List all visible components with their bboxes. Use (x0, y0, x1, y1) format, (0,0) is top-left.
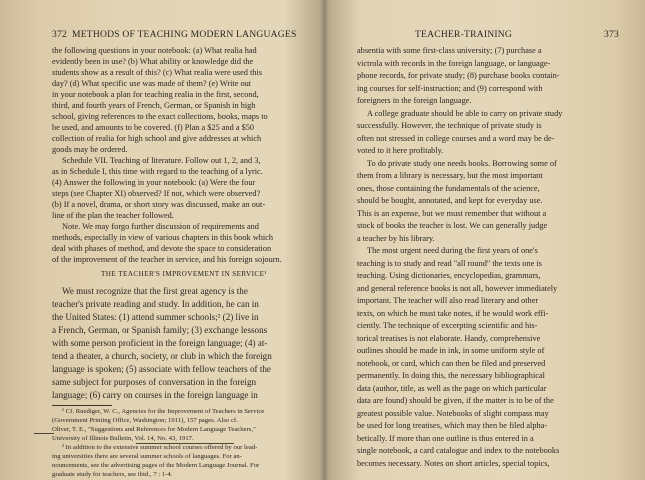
text-line: a French, German, or Spanish family; (3) exchange lessons (52, 325, 268, 335)
text-line: often not stressed in college courses and a word may be de- (357, 133, 555, 143)
text-line: methods, especially in view of various chapters in this book which (52, 233, 273, 242)
text-line: single notebook, a card catalogue and index to the notebooks (357, 446, 560, 455)
text-line: becomes necessary. Notes on short articles, special topics, (357, 458, 550, 468)
text-line: be used, and amounts to be covered. (f) Plan a $25 and a $50 (52, 123, 255, 132)
text-line: (b) If a novel, drama, or short story was discussed, make an out- (52, 200, 266, 209)
text-line: greatest possible value. Notebooks of slight compass may (357, 408, 549, 418)
text-line: phone records, for private study; (8) purchase books contain- (357, 71, 560, 80)
right-page-header (357, 29, 619, 41)
text-line: absentia with some first-class university; (7) purchase a (357, 46, 542, 55)
text-line: The most urgent need during the first years of one's (367, 246, 538, 255)
section-heading: THE TEACHER'S IMPROVEMENT IN SERVICE¹ (101, 270, 267, 278)
text-line: the United States: (1) attend summer schools;² (2) live in (52, 312, 259, 322)
text-line: data (author, title, as well as the page on which particular (357, 383, 547, 393)
text-line: deal with phases of method, and devote the space to consideration (52, 244, 272, 253)
text-line: Schedule VII. Teaching of literature. Follow out 1, 2, and 3, (62, 156, 261, 165)
text-line: teaching is to study and read "all round" the texts one is (357, 258, 542, 268)
text-line: betically. If more than one outline is thus entered in a (357, 433, 534, 443)
text-line: day? (d) What specific use was made of them? (e) Write out (52, 79, 252, 88)
text-line: teaching. Using dictionaries, encyclopedias, grammars, (357, 271, 541, 280)
text-line: be used for long treatises, which may then be filed alpha- (357, 421, 548, 430)
right-page (357, 0, 619, 480)
text-line: We must recognize that the first great agency is the (62, 286, 248, 296)
left-page-number: 372 (52, 29, 67, 40)
footnote-line: ¹ Cf. Ruediger, W. C., Agencies for the Improvement of Teachers in Service (62, 408, 265, 415)
text-line: and general reference books is not all, however immediately (357, 283, 558, 293)
text-line: torical treatises is not elaborate. Handy, comprehensive (357, 333, 541, 343)
text-line: foreigners in the foreign language. (357, 96, 472, 105)
text-line: should be bought, annotated, and kept for everyday use. (357, 196, 543, 205)
footnote-line: ² In addition to the extensive summer school courses offered by our lead- (62, 444, 258, 451)
text-line: language is spoken; (5) associate with fellow teachers of the (52, 364, 271, 374)
left-page (52, 0, 316, 480)
footnote-line: nouncements, see the advertising pages of the Modern Language Journal. For (52, 462, 260, 469)
text-line: Note. We may forgo further discussion of requirements and (62, 222, 259, 231)
text-line: in your notebook a plan for teaching realia in the first, second, (52, 90, 259, 99)
text-line: steps (see Chapter XI) observed? If not, which were observed? (52, 189, 261, 198)
text-line: stock of books the teacher is lost. We can generally judge (357, 221, 548, 230)
text-line: successfully. However, the technique of private study is (357, 121, 542, 130)
text-line: data are found) should be given, if the matter is to be of the (357, 396, 554, 405)
text-line: them from a library is necessary, but the most important (357, 171, 543, 180)
text-line: voted to it here profitably. (357, 146, 444, 155)
text-line: outlines should be made in ink, in some uniform style of (357, 346, 545, 355)
left-page-header (52, 29, 316, 41)
text-line: ones, those containing the fundamentals of the science, (357, 183, 540, 193)
right-running-head: TEACHER-TRAINING (415, 29, 512, 40)
text-line: (4) Answer the following in your notebook: (a) Were the four (52, 178, 256, 187)
text-line: language; (6) carry on courses in the foreign language in (52, 390, 258, 400)
text-line: A college graduate should be able to carry on private study (367, 108, 563, 118)
text-line: evidently been in use? (b) What ability or knowledge did the (52, 57, 254, 66)
text-line: of the improvement of the teacher in service, and his foreign sojourn. (52, 255, 282, 264)
text-line: ciently. The technique of excerpting scientific and his- (357, 321, 538, 330)
footnote-line: ing universities there are several summer schools of languages. For an- (52, 453, 242, 460)
text-line: permanently. In doing this, the necessary bibliographical (357, 371, 545, 380)
text-line: same subject for purposes of conversation in the foreign (52, 377, 257, 387)
footnote-line: University of Illinois Bulletin, Vol. 14, No. 43, 1917. (52, 435, 194, 442)
text-line: important. The teacher will also read literary and other (357, 296, 539, 305)
pencil-underline (136, 443, 234, 444)
text-line: a teacher by his library. (357, 233, 435, 243)
footnote-line: (Government Printing Office, Washington; 1911), 157 pages. Also cf. (52, 417, 238, 424)
footnote-line: Oliver, T. E., "Suggestions and References for Modern Language Teachers," (52, 426, 256, 433)
text-line: as in Schedule I, this time with regard to the teaching of a lyric. (52, 167, 263, 176)
text-line: This is an expense, but we must remember that without a (357, 208, 547, 218)
text-line: teacher's private reading and study. In addition, he can in (52, 299, 259, 309)
text-line: ing courses for self-instruction; and (9) correspond with (357, 83, 543, 93)
text-line: line of the plan the teacher followed. (52, 211, 174, 220)
text-line: collection of realia for high school and give addresses at which (52, 134, 262, 143)
text-line: the following questions in your notebook: (a) What realia had (52, 46, 257, 55)
text-line: third, and fourth years of French, German, or Spanish in high (52, 101, 256, 110)
text-line: school, giving references to the exact collections, books, maps to (52, 112, 268, 121)
text-line: notebook, or card, which can then be filed and preserved (357, 358, 546, 368)
text-line: tend a theater, a church, society, or club in which the foreign (52, 351, 272, 361)
footnote-rule (52, 405, 112, 406)
text-line: students show as a result of this? (c) What realia were used this (52, 68, 262, 77)
text-line: with some person proficient in the foreign language; (4) at- (52, 338, 268, 348)
text-line: texts, on which he must take notes, if he would work effi- (357, 308, 549, 318)
left-running-head: METHODS OF TEACHING MODERN LANGUAGES (72, 29, 297, 40)
footnote-line: graduate study for teachers, see ibid., 7 : 1-4. (52, 471, 173, 478)
right-page-number: 373 (604, 29, 619, 40)
text-line: goods may be ordered. (52, 145, 128, 154)
pencil-mark (34, 433, 54, 434)
text-line: To do private study one needs books. Borrowing some of (367, 158, 557, 168)
text-line: victrola with records in the foreign language, or language- (357, 58, 551, 68)
